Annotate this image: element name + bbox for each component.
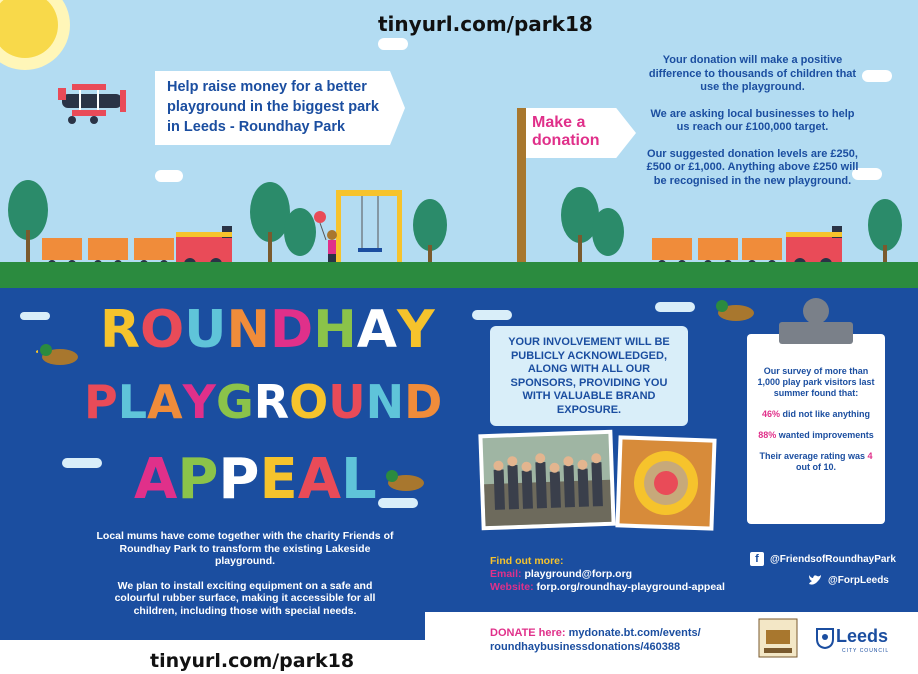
leeds-logo-subtext: CITY COUNCIL xyxy=(842,648,890,654)
cloud xyxy=(62,458,102,468)
survey-stat-2 xyxy=(755,430,877,441)
title-line-2 xyxy=(84,374,442,430)
title-letter: O xyxy=(140,300,185,360)
title-letter: D xyxy=(404,375,443,429)
donate-label: DONATE here: xyxy=(490,627,566,639)
rating-prefix: Their average rating was xyxy=(759,451,865,461)
title-line-3 xyxy=(134,448,377,512)
sun-icon xyxy=(0,0,80,75)
title-letter: A xyxy=(356,300,397,360)
cloud xyxy=(378,498,418,508)
contact-info xyxy=(490,555,725,594)
acknowledgement-text: YOUR INVOLVEMENT WILL BE PUBLICLY ACKNOWLEDGED, ALONG WITH ALL OUR SPONSORS, PROVIDING YOU WITH VALUABLE BRAND EXPOSURE. xyxy=(508,336,670,416)
duck-icon xyxy=(714,298,758,322)
facebook-handle[interactable] xyxy=(750,552,896,566)
title-letter: U xyxy=(184,300,227,360)
title-letter: D xyxy=(270,300,314,360)
airplane-icon xyxy=(58,80,136,128)
title-letter: O xyxy=(289,375,329,429)
email-label: Email: xyxy=(490,568,522,580)
clipboard-ring xyxy=(803,298,829,324)
leeds-logo-text: Leeds xyxy=(836,626,889,646)
title-letter: N xyxy=(226,300,271,360)
leeds-crest-icon xyxy=(815,627,835,649)
title-letter: E xyxy=(259,447,298,512)
duck-icon xyxy=(382,468,426,492)
grass-strip xyxy=(0,262,918,288)
stat-text: wanted improvements xyxy=(778,430,874,440)
facebook-label: @FriendsofRoundhayPark xyxy=(770,553,896,565)
clipboard-clip xyxy=(779,322,853,344)
title-line-1 xyxy=(100,300,435,360)
rating-suffix: out of 10. xyxy=(796,462,836,472)
duck-icon xyxy=(36,342,80,366)
cloud xyxy=(655,302,695,312)
title-letter: P xyxy=(218,447,260,512)
twitter-icon xyxy=(808,574,822,586)
title-letter: G xyxy=(215,375,254,429)
title-letter: H xyxy=(313,300,357,360)
facebook-icon: f xyxy=(750,552,764,566)
donate-line-2[interactable]: roundhaybusinessdonations/460388 xyxy=(490,641,681,653)
survey-intro: Our survey of more than 1,000 play park visitors last summer found that: xyxy=(757,366,875,398)
title-letter: R xyxy=(253,375,290,429)
website-label: Website: xyxy=(490,581,534,593)
donate-link[interactable]: mydonate.bt.com/events/ xyxy=(568,627,701,639)
title-letter: P xyxy=(177,447,219,512)
survey-rating xyxy=(755,451,877,473)
stat-value: 46% xyxy=(761,409,780,419)
email-link[interactable]: playground@forp.org xyxy=(524,568,633,580)
stat-text: did not like anything xyxy=(782,409,871,419)
cloud xyxy=(378,38,408,50)
stat-value: 88% xyxy=(758,430,777,440)
appeal-description xyxy=(95,530,395,629)
title-letter: A xyxy=(134,447,178,512)
cloud xyxy=(20,312,50,320)
donation-paragraph: Your donation will make a positive difference to thousands of children that use the playground. xyxy=(648,54,857,93)
make-donation-text: Make a donation xyxy=(532,114,600,149)
find-out-heading: Find out more: xyxy=(490,555,564,567)
cloud xyxy=(862,70,892,82)
website-line xyxy=(490,581,725,594)
title-letter: P xyxy=(84,375,118,429)
banner-text: Help raise money for a better playground in the biggest park in Leeds - Roundhay Park xyxy=(167,79,379,135)
group-photo xyxy=(478,430,615,531)
survey-stat-1 xyxy=(755,409,877,420)
title-letter: R xyxy=(100,300,141,360)
appeal-paragraph: Local mums have come together with the charity Friends of Roundhay Park to transform the existing Lakeside playground. xyxy=(96,530,394,567)
donate-info xyxy=(490,626,701,654)
title-letter: L xyxy=(341,447,377,512)
title-letter: Y xyxy=(182,375,216,429)
email-line xyxy=(490,568,725,581)
appeal-paragraph: We plan to install exciting equipment on a safe and colourful rubber surface, making it accessible for all children, including those with special needs. xyxy=(114,579,376,617)
donation-paragraph: We are asking local businesses to help us reach our £100,000 target. xyxy=(650,107,855,133)
title-letter: A xyxy=(147,375,183,429)
title-letter: A xyxy=(297,447,342,512)
twitter-label: @ForpLeeds xyxy=(828,574,889,586)
title-letter: U xyxy=(328,375,366,429)
survey-text xyxy=(755,366,877,483)
title-letter: L xyxy=(117,375,148,429)
cloud xyxy=(472,310,512,320)
website-link[interactable]: forp.org/roundhay-playground-appeal xyxy=(536,581,725,593)
donation-paragraph: Our suggested donation levels are £250, £500 or £1,000. Anything above £250 will be recognised in the new playground. xyxy=(646,147,859,187)
friends-of-roundhay-park-logo xyxy=(758,618,798,658)
title-letter: N xyxy=(365,375,405,429)
rating-value: 4 xyxy=(867,451,873,461)
title-letter: Y xyxy=(396,300,435,360)
twitter-handle[interactable] xyxy=(808,574,889,586)
top-url[interactable]: tinyurl.com/park18 xyxy=(378,12,593,36)
bottom-url[interactable]: tinyurl.com/park18 xyxy=(150,650,355,672)
donate-line-1 xyxy=(490,626,701,640)
porthole-photo xyxy=(615,435,716,530)
